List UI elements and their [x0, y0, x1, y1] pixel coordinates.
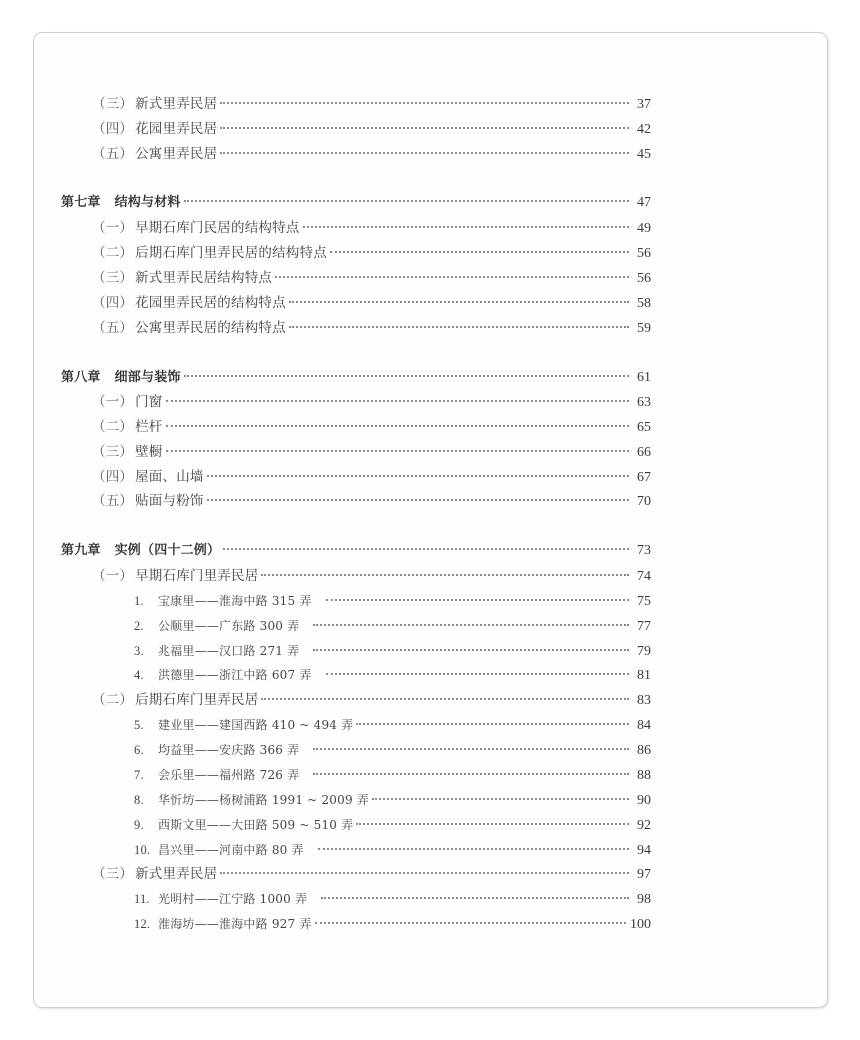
toc-chapter-7[interactable] [61, 193, 651, 213]
toc-example-entry[interactable] [134, 914, 651, 934]
chapter-number: 第七章 [61, 195, 101, 210]
page-number: 98 [637, 892, 651, 907]
dot-leader [321, 897, 629, 899]
dot-leader [220, 127, 629, 129]
toc-entry[interactable] [92, 119, 651, 139]
toc-entry-title [92, 318, 286, 338]
toc-example-entry[interactable] [134, 765, 651, 785]
dot-leader [289, 326, 629, 328]
section-marker: （三） [92, 444, 134, 460]
dot-leader [313, 773, 629, 775]
chapter-title: 结构与材料 [114, 195, 181, 210]
page-number: 37 [637, 97, 651, 112]
toc-entry[interactable] [92, 442, 651, 462]
dot-leader [315, 922, 626, 924]
section-title: 早期石库门里弄民居 [135, 568, 259, 584]
toc-entry-title [92, 119, 217, 139]
example-name: 公顺里——广东路 300 弄 [158, 619, 300, 633]
chapter-heading [61, 541, 220, 561]
section-marker: （一） [92, 568, 134, 584]
example-number: 6. [134, 743, 144, 757]
dot-leader [303, 226, 629, 228]
toc-example-entry[interactable] [134, 889, 651, 909]
page-number: 79 [637, 644, 651, 659]
page-number: 77 [637, 619, 651, 634]
page-number: 81 [637, 668, 651, 683]
section-marker: （一） [92, 220, 134, 236]
toc-example-entry[interactable] [134, 591, 651, 611]
example-name: 兆福里——汉口路 271 弄 [158, 644, 300, 658]
toc-entry-title [92, 491, 204, 511]
example-name: 华忻坊——杨树浦路 1991 ~ 2009 弄 [158, 793, 369, 807]
chapter-title: 细部与装饰 [114, 370, 181, 385]
toc-entry[interactable] [92, 417, 651, 437]
page-number: 75 [637, 594, 651, 609]
toc-entry-title [92, 690, 258, 710]
page-number: 66 [637, 445, 651, 460]
chapter-title: 实例（四十二例） [114, 543, 221, 558]
dot-leader [356, 823, 629, 825]
toc-entry-title [92, 392, 163, 412]
example-title [134, 790, 369, 810]
dot-leader [313, 748, 629, 750]
section-marker: （三） [92, 270, 134, 286]
example-number: 1. [134, 594, 144, 608]
example-number: 4. [134, 668, 144, 682]
example-title [134, 665, 312, 685]
toc-chapter-8[interactable] [61, 368, 651, 388]
toc-example-entry[interactable] [134, 715, 651, 735]
example-number: 9. [134, 818, 144, 832]
page-number: 74 [637, 569, 651, 584]
example-title [134, 591, 312, 611]
dot-leader [223, 548, 629, 550]
section-title: 屋面、山墙 [135, 469, 204, 485]
section-title: 后期石库门里弄民居 [135, 692, 259, 708]
dot-leader [166, 400, 629, 402]
section-marker: （五） [92, 493, 134, 509]
example-number: 12. [134, 917, 151, 931]
page-number: 94 [637, 843, 651, 858]
page-number: 56 [637, 246, 651, 261]
section-marker: （二） [92, 692, 134, 708]
example-number: 3. [134, 644, 144, 658]
toc-example-entry[interactable] [134, 740, 651, 760]
toc-entry[interactable] [92, 268, 651, 288]
toc-entry[interactable] [92, 293, 651, 313]
section-title: 后期石库门里弄民居的结构特点 [135, 245, 327, 261]
example-name: 光明村——江宁路 1000 弄 [158, 892, 308, 906]
dot-leader [289, 301, 629, 303]
dot-leader [220, 872, 629, 874]
section-title: 壁橱 [135, 444, 163, 460]
page-number: 90 [637, 793, 651, 808]
toc-entry-title [92, 218, 300, 238]
page-frame [33, 32, 828, 1008]
dot-leader [220, 102, 629, 104]
page-number: 59 [637, 321, 651, 336]
section-title: 门窗 [135, 394, 163, 410]
example-title [134, 840, 304, 860]
section-marker: （四） [92, 295, 134, 311]
toc-example-entry[interactable] [134, 815, 651, 835]
section-title: 新式里弄民居 [135, 96, 218, 112]
chapter-heading [61, 368, 181, 388]
toc-entry-title [92, 243, 327, 263]
toc-entry[interactable] [92, 218, 651, 238]
example-name: 淮海坊——淮海中路 927 弄 [158, 917, 312, 931]
section-title: 早期石库门民居的结构特点 [135, 220, 300, 236]
section-title: 栏杆 [135, 419, 163, 435]
page-number: 56 [637, 271, 651, 286]
example-name: 会乐里——福州路 726 弄 [158, 768, 300, 782]
page-number: 86 [637, 743, 651, 758]
toc-entry[interactable] [92, 864, 651, 884]
toc-example-entry[interactable] [134, 665, 651, 685]
section-marker: （二） [92, 245, 134, 261]
toc-entry[interactable] [92, 243, 651, 263]
toc-entry-title [92, 268, 272, 288]
toc-entry[interactable] [92, 144, 651, 164]
toc-entry-title [92, 864, 217, 884]
dot-leader [166, 425, 629, 427]
dot-leader [318, 848, 629, 850]
page-number: 61 [637, 370, 651, 385]
page-number: 58 [637, 296, 651, 311]
example-number: 11. [134, 892, 150, 906]
page-number: 92 [637, 818, 651, 833]
toc-entry[interactable] [92, 690, 651, 710]
page-number: 65 [637, 420, 651, 435]
page-number: 100 [630, 917, 651, 932]
dot-leader [330, 251, 629, 253]
example-title [134, 765, 299, 785]
section-title: 新式里弄民居 [135, 866, 218, 882]
toc-entry[interactable] [92, 491, 651, 511]
example-title [134, 616, 299, 636]
section-title: 新式里弄民居结构特点 [135, 270, 273, 286]
page-number: 49 [637, 221, 651, 236]
section-title: 公寓里弄民居的结构特点 [135, 320, 286, 336]
section-title: 贴面与粉饰 [135, 493, 204, 509]
toc-entry-title [92, 144, 217, 164]
example-title [134, 914, 312, 934]
page-number: 84 [637, 718, 651, 733]
example-number: 7. [134, 768, 144, 782]
toc-entry-title [92, 94, 217, 114]
example-name: 昌兴里——河南中路 80 弄 [158, 843, 304, 857]
section-title: 花园里弄民居的结构特点 [135, 295, 286, 311]
page-number: 63 [637, 395, 651, 410]
section-marker: （三） [92, 866, 134, 882]
dot-leader [220, 152, 629, 154]
dot-leader [261, 698, 629, 700]
toc-entry[interactable] [92, 392, 651, 412]
toc-entry[interactable] [92, 94, 651, 114]
example-number: 8. [134, 793, 144, 807]
section-marker: （二） [92, 419, 134, 435]
toc-entry-title [92, 467, 204, 487]
table-of-contents [34, 33, 827, 1007]
dot-leader [261, 574, 629, 576]
example-number: 5. [134, 718, 144, 732]
toc-entry[interactable] [92, 467, 651, 487]
page-number: 83 [637, 693, 651, 708]
page-number: 45 [637, 147, 651, 162]
dot-leader [207, 475, 629, 477]
example-name: 洪德里——浙江中路 607 弄 [158, 668, 312, 682]
chapter-number: 第八章 [61, 370, 101, 385]
dot-leader [207, 499, 629, 501]
section-marker: （四） [92, 469, 134, 485]
page-number: 88 [637, 768, 651, 783]
section-marker: （三） [92, 96, 134, 112]
section-marker: （五） [92, 320, 134, 336]
toc-chapter-9[interactable] [61, 541, 651, 561]
dot-leader [326, 599, 629, 601]
chapter-heading [61, 193, 181, 213]
example-number: 2. [134, 619, 144, 633]
dot-leader [184, 200, 629, 202]
chapter-number: 第九章 [61, 543, 101, 558]
dot-leader [184, 375, 629, 377]
toc-entry-title [92, 566, 258, 586]
section-marker: （四） [92, 121, 134, 137]
example-title [134, 740, 299, 760]
section-title: 公寓里弄民居 [135, 146, 218, 162]
example-title [134, 641, 299, 661]
toc-example-entry[interactable] [134, 840, 651, 860]
toc-example-entry[interactable] [134, 616, 651, 636]
example-number: 10. [134, 843, 151, 857]
dot-leader [166, 450, 629, 452]
example-name: 西斯文里——大田路 509 ~ 510 弄 [158, 818, 354, 832]
toc-entry[interactable] [92, 318, 651, 338]
page-number: 67 [637, 470, 651, 485]
example-title [134, 815, 353, 835]
page-number: 47 [637, 195, 651, 210]
dot-leader [356, 723, 629, 725]
page-number: 42 [637, 122, 651, 137]
section-title: 花园里弄民居 [135, 121, 218, 137]
example-name: 建业里——建国西路 410 ~ 494 弄 [158, 718, 354, 732]
toc-example-entry[interactable] [134, 641, 651, 661]
page-number: 70 [637, 494, 651, 509]
page-number: 97 [637, 867, 651, 882]
section-marker: （五） [92, 146, 134, 162]
toc-entry-title [92, 293, 286, 313]
toc-example-entry[interactable] [134, 790, 651, 810]
page-number: 73 [637, 543, 651, 558]
example-title [134, 715, 353, 735]
example-title [134, 889, 307, 909]
dot-leader [326, 673, 629, 675]
dot-leader [372, 798, 629, 800]
toc-entry-title [92, 417, 163, 437]
dot-leader [313, 624, 629, 626]
dot-leader [275, 276, 629, 278]
toc-entry[interactable] [92, 566, 651, 586]
example-name: 宝康里——淮海中路 315 弄 [158, 594, 312, 608]
dot-leader [313, 649, 629, 651]
section-marker: （一） [92, 394, 134, 410]
example-name: 均益里——安庆路 366 弄 [158, 743, 300, 757]
toc-entry-title [92, 442, 163, 462]
